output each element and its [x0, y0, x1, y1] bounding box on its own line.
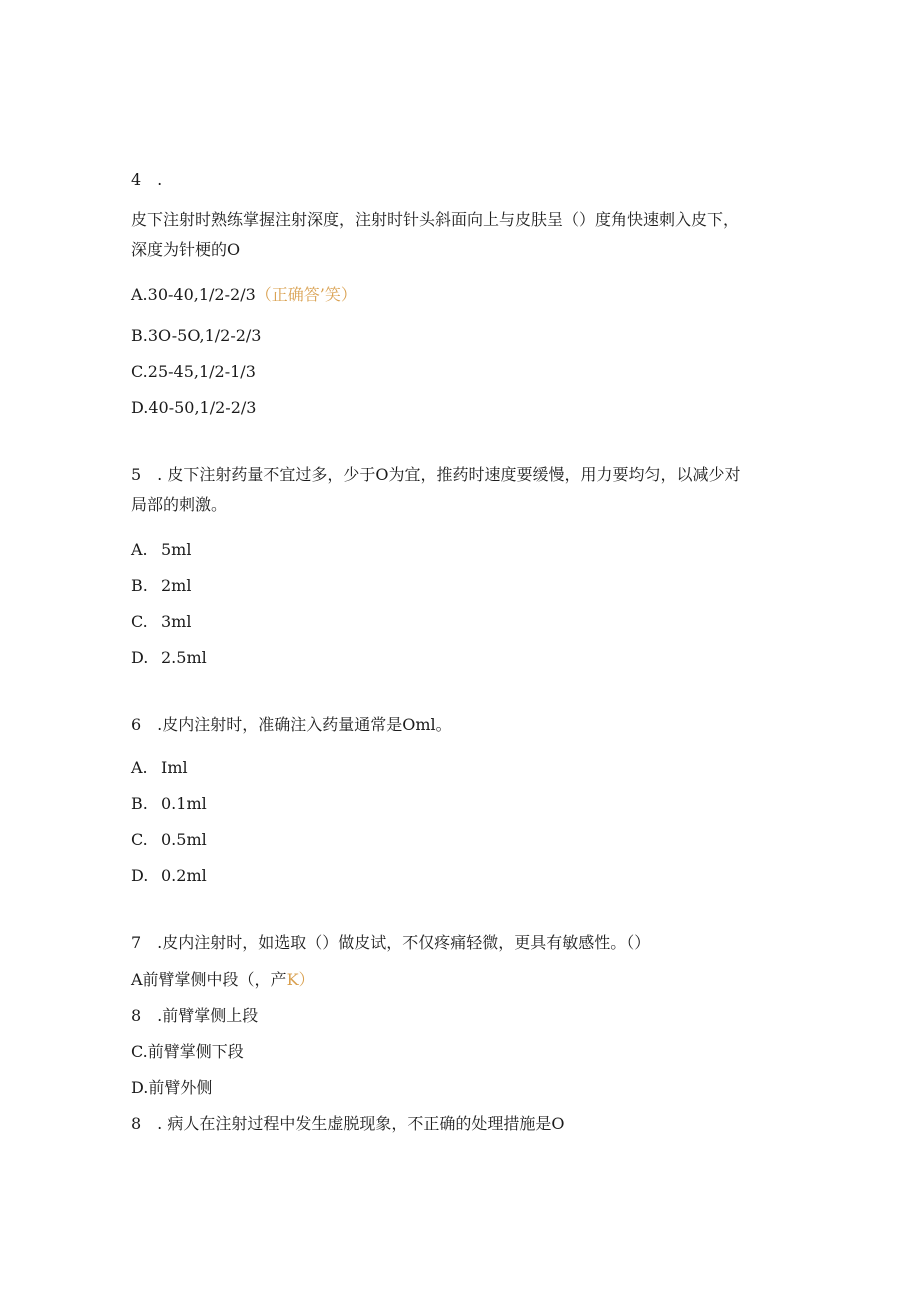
question-7-option-a [131, 970, 315, 990]
question-4-answer-note: （正确答’笑） [255, 285, 357, 304]
option-text: 3ml [161, 612, 192, 631]
question-5-option-c [131, 612, 191, 632]
question-7-stem: 7 .皮内注射时，如选取（）做皮试，不仅疼痛轻微，更具有敏感性。（） [131, 933, 651, 952]
question-8-stem: 8 . 病人在注射过程中发生虚脱现象，不正确的处理措施是O [131, 1114, 565, 1133]
question-5-option-b [131, 576, 191, 596]
question-6-option-c [131, 830, 207, 850]
question-4-stem-line-1: 皮下注射时熟练掌握注射深度，注射时针头斜面向上与皮肤呈（）度角快速刺入皮下， [131, 210, 740, 229]
question-5-option-d [131, 648, 207, 668]
question-4-number: 4 . [131, 170, 163, 189]
option-letter: C. [131, 612, 148, 631]
option-letter: C. [131, 830, 148, 849]
option-text: Iml [161, 758, 188, 777]
question-4-stem-line-2: 深度为针梗的O [131, 240, 241, 259]
question-6-option-a [131, 758, 188, 778]
question-6-option-d [131, 866, 207, 886]
option-text: 2.5ml [161, 648, 207, 667]
option-text: 2ml [161, 576, 192, 595]
question-4-option-a-text: A.30-40,1/2-2/3 [131, 285, 256, 304]
question-4-option-b: B.3O-5O,1/2-2/3 [131, 326, 262, 345]
question-4-option-a [131, 285, 357, 305]
option-text: 5ml [161, 540, 192, 559]
question-4-option-d: D.40-50,1/2-2/3 [131, 398, 257, 417]
question-7-option-d: D.前臂外侧 [131, 1078, 213, 1097]
question-7-option-a-text: A前臂掌侧中段（，产 [131, 970, 287, 989]
question-5-stem-line-2: 局部的刺激。 [131, 495, 228, 514]
option-text: 0.1ml [161, 794, 207, 813]
option-letter: A. [131, 540, 148, 559]
question-5-stem-line-1: 5 . 皮下注射药量不宜过多，少于O为宜，推药时速度要缓慢，用力要均匀，以减少对 [131, 465, 741, 484]
option-letter: A. [131, 758, 148, 777]
question-7-option-c: C.前臂掌侧下段 [131, 1042, 244, 1061]
option-letter: D. [131, 866, 149, 885]
option-text: 0.5ml [161, 830, 207, 849]
question-6-stem: 6 .皮内注射时，准确注入药量通常是Oml。 [131, 715, 452, 734]
question-7-option-b: 8 .前臂掌侧上段 [131, 1006, 259, 1025]
question-5-option-a [131, 540, 191, 560]
option-letter: B. [131, 794, 148, 813]
option-text: 0.2ml [161, 866, 207, 885]
question-4-option-c: C.25-45,1/2-1/3 [131, 362, 256, 381]
question-6-option-b [131, 794, 207, 814]
option-letter: D. [131, 648, 149, 667]
question-7-answer-note: K） [286, 970, 315, 989]
option-letter: B. [131, 576, 148, 595]
